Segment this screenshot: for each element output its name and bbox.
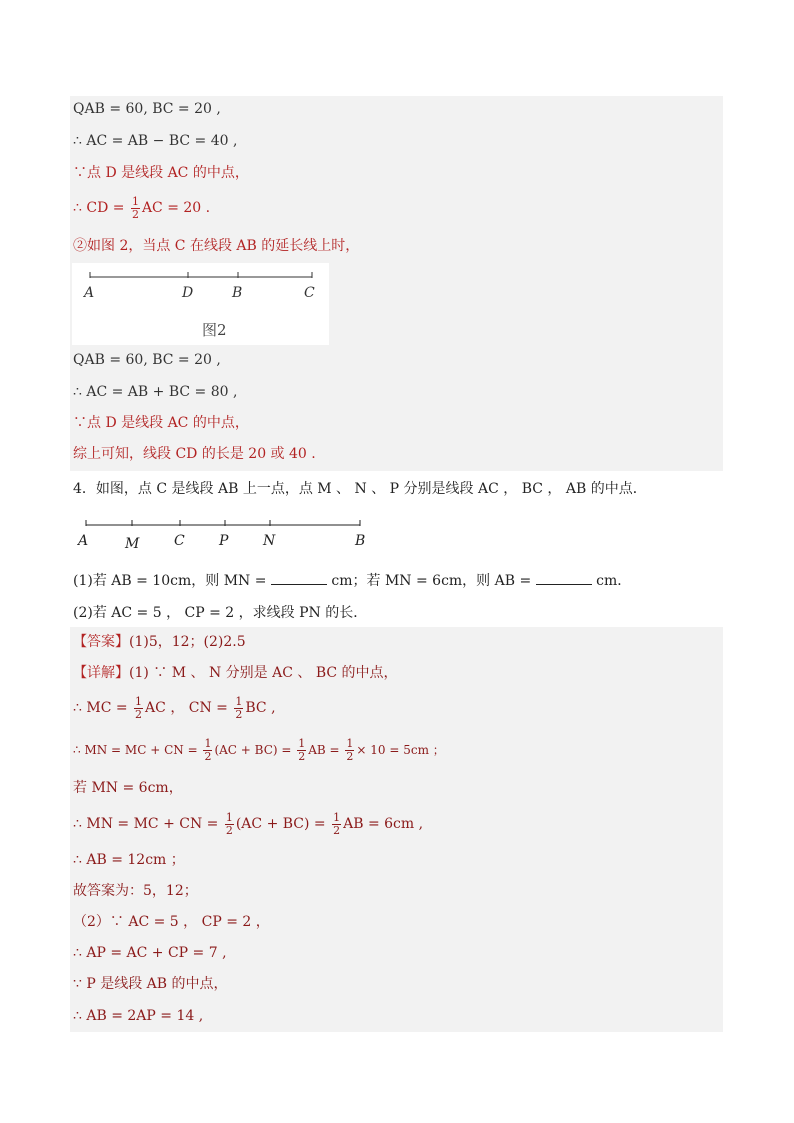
sol2-line-2: ∴ AC = AB + BC = 80 , [73,384,238,400]
fraction-half: $\frac{1}{2}$ [131,194,139,221]
detail-answer: 故答案为：5，12； [73,883,198,899]
point-label: B [355,533,366,549]
sol1-line-5: ②如图 2，当点 C 在线段 AB 的延长线上时， [73,238,360,254]
point-label: C [174,533,185,549]
detail-mn: ∴ MN = MC + CN = $\frac{1}{2}$ (AC + BC) = $\frac{1}{2}$ AB = $\frac{1}{2}$ × 10 = 5cm ； [73,737,445,763]
detail-ab: ∴ AB = 12cm ； [73,852,185,868]
detail-mn-2: ∴ MN = MC + CN = $\frac{1}{2}$ (AC + BC) = $\frac{1}{2}$ AB = 6cm , [73,810,424,837]
detail-ap: ∴ AP = AC + CP = 7 , [73,945,227,961]
detail-label: 【详解】 [73,665,129,681]
sol2-line-4: 综上可知，线段 CD 的长是 20 或 40 . [73,446,316,462]
question-4-part-1: (1)若 AB = 10cm，则 MN = cm；若 MN = 6cm，则 AB = cm． [73,570,631,590]
point-label: N [263,533,276,549]
answer-blank[interactable] [536,570,592,585]
question-4-title: 4．如图，点 C 是线段 AB 上一点，点 M 、 N 、 P 分别是线段 AC ， BC ， AB 的中点． [73,481,647,497]
point-label: A [84,285,95,301]
question-4-part-2: (2)若 AC = 5 ， CP = 2 ，求线段 PN 的长． [73,605,368,621]
answer-line [73,627,246,658]
point-label: D [182,285,194,301]
figure-2 [72,263,329,345]
cd-tail: AC = 20 . [141,200,211,216]
point-label: B [232,285,243,301]
figure-caption: 图2 [202,321,227,339]
answer-label: 【答案】 [73,634,129,650]
detail-part2: （2）∵ AC = 5 ， CP = 2 ， [73,914,270,930]
cd-prefix: ∴ CD = [73,200,129,216]
answer-text: (1)5，12；(2)2.5 [129,634,246,650]
point-label: C [304,285,315,301]
detail-line: 【详解】(1) ∵ M 、 N 分别是 AC 、 BC 的中点， [73,665,398,681]
sol1-line-4 [73,193,210,224]
figure-2-diagram [72,263,329,319]
point-label: A [78,533,89,549]
sol2-line-1: QAB = 60, BC = 20 , [73,352,221,368]
detail-mc-cn: ∴ MC = $\frac{1}{2}$ AC ， CN = $\frac{1}{2}$ BC , [73,694,276,721]
sol1-line-3: ∵点 D 是线段 AC 的中点， [73,165,249,181]
detail-if-mn: 若 MN = 6cm， [73,780,183,796]
answer-blank[interactable] [271,570,327,585]
detail-ab-2ap: ∴ AB = 2AP = 14 , [73,1008,204,1024]
detail-p-mid: ∵ P 是线段 AB 的中点， [73,976,228,992]
sol1-line-1: QAB = 60, BC = 20 , [73,101,221,117]
question-4-diagram [72,512,382,552]
point-label: P [219,533,229,549]
sol2-line-3: ∵点 D 是线段 AC 的中点， [73,415,249,431]
sol1-line-2: ∴ AC = AB − BC = 40 , [73,133,238,149]
point-label: M [125,536,140,552]
